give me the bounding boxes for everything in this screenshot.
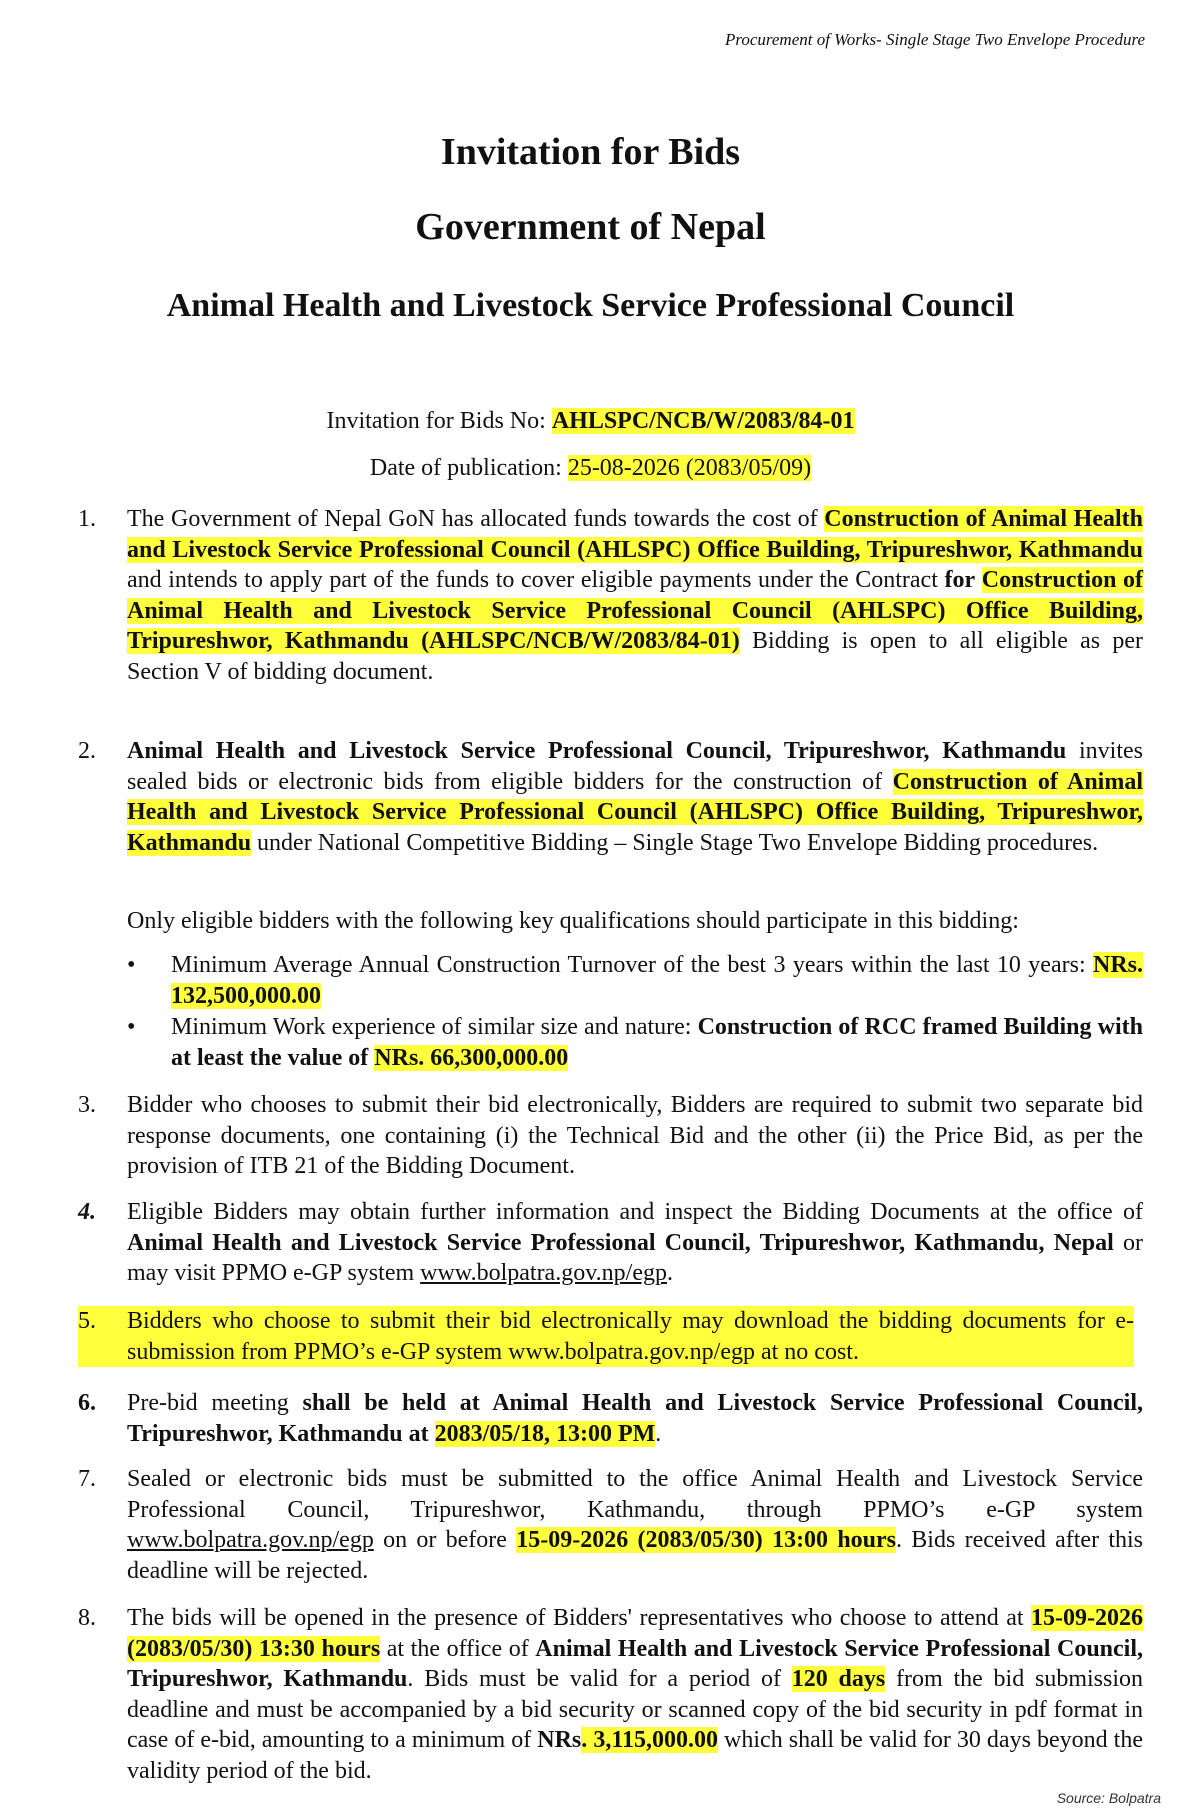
list-item-6 (78, 1388, 1143, 1449)
item-text: from the bid submission deadline and must be accompanied by a bid security or scanned copy of the bid security in pdf format in case of e-bid, amounting to a minimum of (127, 1666, 1144, 1753)
item-text: and intends to apply part of the funds to cover eligible payments under the Contract (127, 567, 945, 593)
item-text: . Bids must be valid for a period of (407, 1666, 792, 1692)
item-number: 7. (78, 1466, 96, 1492)
ifb-number-label: Invitation for Bids No: (326, 408, 552, 434)
document-title: Invitation for Bids (440, 131, 741, 173)
publication-date-value: 25-08-2026 (2083/05/09) (567, 455, 812, 481)
publication-date-line (0, 455, 1181, 482)
item-text: invites sealed bids or electronic bids from eligible bidders for the construction of (127, 738, 1143, 795)
item-number: 4. (78, 1199, 96, 1225)
item-bold-text: for (944, 567, 976, 593)
procedure-note: Procurement of Works- Single Stage Two Envelope Procedure (724, 30, 1145, 49)
item-bold-text: Animal Health and Livestock Service Professional Council, Tripureshwor, Kathmandu, Nepal (127, 1229, 1114, 1256)
list-item-1 (78, 504, 1143, 687)
list-item-4 (78, 1197, 1143, 1289)
item-text: . (666, 1260, 673, 1286)
item-number: 3. (78, 1092, 96, 1118)
source-credit: Source: Bolpatra (1056, 1790, 1161, 1806)
qualification-bullet-2 (127, 1012, 1143, 1073)
submission-deadline: 15-09-2026 (2083/05/30) 13:00 hours (516, 1527, 897, 1553)
item-bold-text: Animal Health and Livestock Service Professional Council, Tripureshwor, Kathmandu (127, 1635, 1144, 1692)
list-item-5 (78, 1306, 1134, 1367)
list-item-3 (78, 1090, 1143, 1182)
prebid-meeting-datetime: 2083/05/18, 13:00 PM (434, 1420, 656, 1447)
item-text: . (655, 1420, 662, 1447)
bullet-icon: • (127, 952, 136, 978)
bullet-text: Minimum Average Annual Construction Turnover of the best 3 years within the last 10 years: (171, 952, 1093, 978)
list-item-2 (78, 736, 1143, 858)
item-text: on or before (373, 1527, 517, 1553)
project-name-highlight: Construction of Animal Health and Livestock Service Professional Council (AHLSPC) Office Building, Tripureshwor, Kathmandu (127, 768, 1143, 856)
item-text: Eligible Bidders may obtain further information and inspect the Bidding Documents at the office of (127, 1199, 1143, 1225)
bolpatra-link[interactable]: www.bolpatra.gov.np/egp (127, 1527, 374, 1553)
item-text (975, 567, 982, 593)
item-text: under National Competitive Bidding – Single Stage Two Envelope Bidding procedures. (251, 829, 1099, 856)
ifb-number-line (0, 408, 1181, 435)
bid-security-amount: . 3,115,000.00 (581, 1727, 719, 1753)
project-name-highlight: Construction of Animal Health and Livestock Service Professional Council (AHLSPC) Office Building, Tripureshwor, Kathmandu (127, 506, 1143, 563)
item-text: or may visit PPMO e-GP system (127, 1229, 1143, 1286)
bid-validity-period: 120 days (791, 1666, 886, 1692)
turnover-amount: NRs. 132,500,000.00 (171, 952, 1143, 1009)
item-text: Bidders who choose to submit their bid electronically may download the bidding documents for e-submission from PPMO’s e-GP system www.bolpatra.gov.np/egp at no cost. (127, 1308, 1134, 1365)
item-text: at the office of (380, 1635, 536, 1662)
item-number: 8. (78, 1605, 96, 1631)
item-number: 1. (78, 506, 96, 532)
project-name-highlight: Construction of Animal Health and Livestock Service Professional Council (AHLSPC) Office Building, Tripureshwor, Kathmandu (AHLSPC/NCB/W/2083/84-01) (127, 567, 1144, 654)
item-number: 5. (78, 1308, 96, 1334)
item-number: 2. (78, 738, 96, 764)
bullet-text: Minimum Work experience of similar size and nature: (171, 1014, 698, 1040)
organization-heading: Animal Health and Livestock Service Professional Council (166, 287, 1015, 324)
item-text: Bidder who chooses to submit their bid electronically, Bidders are required to submit two separate bid response documents, one containing (i) the Technical Bid and the other (ii) the Price Bid, as per the provision of ITB 21 of the Bidding Document. (127, 1092, 1143, 1179)
bullet-bold-text: Construction of RCC framed Building with at least the value of (171, 1014, 1143, 1071)
qualification-bullet-1 (127, 950, 1143, 1011)
item-text: The bids will be opened in the presence of Bidders' representatives who choose to attend at (127, 1605, 1032, 1631)
item-text: The Government of Nepal GoN has allocated funds towards the cost of (127, 506, 825, 532)
bullet-icon: • (127, 1014, 136, 1040)
qualification-intro: Only eligible bidders with the following key qualifications should participate in this bidding: (127, 908, 1019, 934)
item-bold-text: NRs (537, 1727, 582, 1753)
bid-opening-datetime: 15-09-2026 (2083/05/30) 13:30 hours (127, 1605, 1143, 1662)
item-text: Bidding is open to all eligible as per Section V of bidding document. (127, 628, 1143, 685)
item-text: Sealed or electronic bids must be submitted to the office Animal Health and Livestock Service Professional Council, Tripureshwor, Kathmandu, through PPMO’s e-GP system (127, 1466, 1143, 1523)
government-heading: Government of Nepal (415, 206, 766, 248)
item-bold-text: shall be held at Animal Health and Livestock Service Professional Council, Tripureshwor, Kathmandu at (127, 1390, 1143, 1447)
list-item-7 (78, 1464, 1143, 1586)
item-text: . Bids received after this deadline will be rejected. (127, 1527, 1144, 1584)
list-item-8 (78, 1603, 1143, 1786)
publication-date-label: Date of publication: (369, 455, 568, 481)
item-text: which shall be valid for 30 days beyond the validity period of the bid. (127, 1727, 1143, 1784)
item-text: Pre-bid meeting (127, 1390, 303, 1416)
bolpatra-link[interactable]: www.bolpatra.gov.np/egp (420, 1260, 667, 1286)
ifb-number-value: AHLSPC/NCB/W/2083/84-01 (551, 408, 855, 434)
experience-amount: NRs. 66,300,000.00 (374, 1044, 569, 1071)
item-number: 6. (78, 1390, 96, 1416)
item-bold-text: Animal Health and Livestock Service Professional Council, Tripureshwor, Kathmandu (127, 738, 1067, 764)
